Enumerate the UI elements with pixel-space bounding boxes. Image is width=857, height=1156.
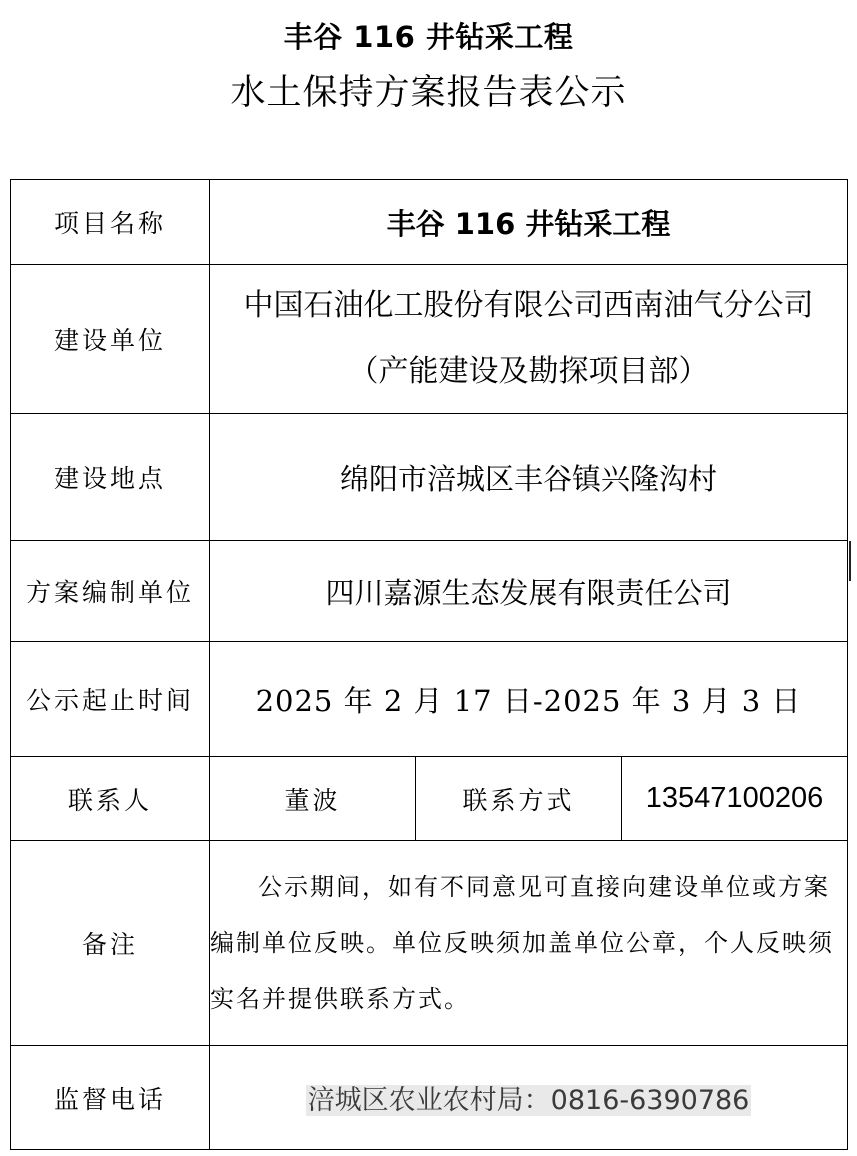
location-value: 绵阳市涪城区丰谷镇兴隆沟村 bbox=[210, 414, 848, 541]
period-label: 公示起止时间 bbox=[11, 642, 210, 757]
row-period bbox=[11, 642, 848, 757]
notice-table bbox=[10, 179, 848, 1150]
row-contact bbox=[11, 757, 848, 841]
compiler-value: 四川嘉源生态发展有限责任公司 bbox=[210, 541, 848, 642]
document-title-line1: 丰谷 116 井钻采工程 bbox=[283, 20, 574, 54]
row-compiler bbox=[11, 541, 848, 642]
row-builder bbox=[11, 265, 848, 414]
builder-department: （产能建设及勘探项目部） bbox=[348, 354, 709, 389]
period-value: 2025 年 2 月 17 日-2025 年 3 月 3 日 bbox=[210, 642, 848, 757]
contact-phone: 13547100206 bbox=[622, 757, 848, 841]
remark-text: 公示期间，如有不同意见可直接向建设单位或方案编制单位反映。单位反映须加盖单位公章，个人反映须实名并提供联系方式。 bbox=[210, 841, 848, 1046]
text-cursor bbox=[849, 541, 851, 581]
row-supervision bbox=[11, 1046, 848, 1150]
location-label: 建设地点 bbox=[11, 414, 210, 541]
builder-name: 中国石油化工股份有限公司西南油气分公司 bbox=[243, 288, 814, 323]
contact-method-label: 联系方式 bbox=[416, 757, 622, 841]
supervision-cell bbox=[210, 1046, 848, 1150]
row-location bbox=[11, 414, 848, 541]
row-project-name bbox=[11, 180, 848, 265]
builder-value bbox=[210, 265, 848, 414]
project-name-label: 项目名称 bbox=[11, 180, 210, 265]
row-remark bbox=[11, 841, 848, 1046]
contact-label: 联系人 bbox=[11, 757, 210, 841]
supervision-value: 涪城区农业农村局：0816-6390786 bbox=[307, 1085, 750, 1116]
compiler-label: 方案编制单位 bbox=[11, 541, 210, 642]
document-title-line2: 水土保持方案报告表公示 bbox=[230, 73, 627, 113]
supervision-label: 监督电话 bbox=[11, 1046, 210, 1150]
builder-label: 建设单位 bbox=[11, 265, 210, 414]
remark-label: 备注 bbox=[11, 841, 210, 1046]
contact-person: 董波 bbox=[210, 757, 416, 841]
project-name-value: 丰谷 116 井钻采工程 bbox=[210, 180, 848, 265]
